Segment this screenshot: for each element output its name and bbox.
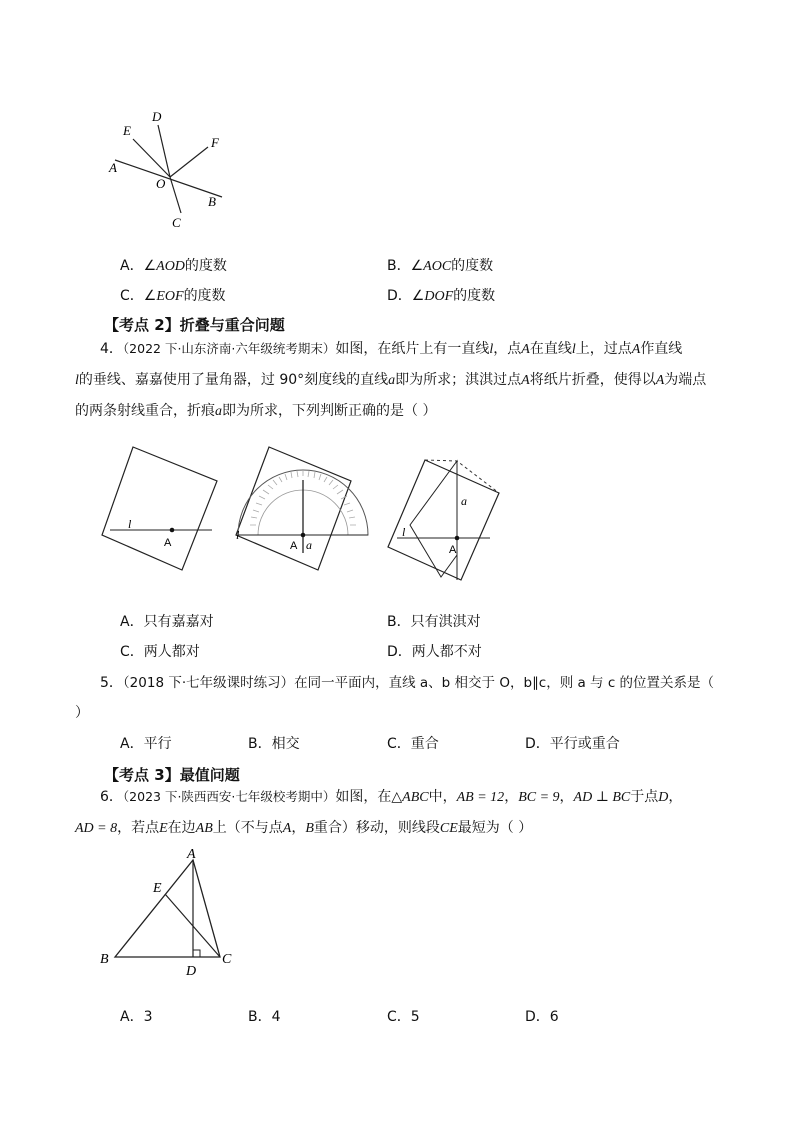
label-l: l (128, 517, 132, 531)
q5-option-c[interactable] (387, 734, 439, 754)
var-a-point: A (521, 342, 530, 357)
q3-option-c[interactable] (120, 286, 226, 307)
right-angle-mark (193, 950, 200, 957)
label-l: l (402, 525, 406, 539)
text: ， (668, 789, 683, 805)
angle-name: DOF (424, 289, 454, 304)
label-a: A (164, 537, 172, 549)
angle-symbol: ∠ (143, 288, 157, 304)
q4-option-b[interactable] (387, 612, 481, 632)
option-suffix: 的度数 (453, 288, 496, 304)
q5-option-b[interactable] (248, 734, 300, 754)
option-text: 4 (271, 1009, 281, 1025)
angle-symbol: ∠ (410, 258, 424, 274)
option-letter: B． (387, 614, 411, 630)
eq-ab: AB = 12 (456, 790, 505, 805)
option-letter: C． (120, 644, 144, 660)
paper-square (102, 447, 217, 570)
text: 于点 (630, 789, 659, 805)
section-title: 最值问题 (179, 766, 240, 784)
var-d: D (658, 790, 669, 805)
triangle-abc: △ABC (391, 790, 429, 805)
label-e: E (123, 123, 131, 138)
label-a: A (290, 540, 298, 552)
var-b: B (305, 821, 314, 836)
figure-folding (385, 455, 510, 585)
q5-option-d[interactable] (525, 734, 620, 754)
label-a: A (449, 544, 457, 556)
bracket-open: 【 (104, 766, 120, 784)
question-number: 4． (100, 341, 123, 357)
option-letter: A． (120, 736, 144, 752)
option-letter: C． (120, 288, 144, 304)
bracket-close: 】 (164, 766, 180, 784)
section-key: 考点 3 (119, 766, 165, 784)
text: 在边 (167, 820, 196, 836)
label-a: A (109, 160, 117, 175)
option-text: 两人都不对 (411, 644, 482, 660)
text: ， (291, 820, 306, 836)
eq-bc: BC = 9 (518, 790, 560, 805)
q6-option-a[interactable] (120, 1007, 153, 1027)
var-ab: AB (195, 821, 213, 836)
point-a (301, 533, 306, 538)
option-text: 只有嘉嘉对 (143, 614, 214, 630)
option-text: 相交 (271, 736, 300, 752)
question-source: （2022 下·山东济南·六年级统考期末） (122, 341, 336, 356)
text: 如图，在纸片上有一直线 (335, 341, 490, 357)
question-5 (75, 668, 755, 728)
var-a-line: a (215, 404, 222, 419)
option-suffix: 的度数 (184, 258, 227, 274)
option-letter: A． (120, 258, 144, 274)
text: ， (504, 789, 519, 805)
figure-paper-line (100, 445, 220, 575)
q6-option-d[interactable] (525, 1007, 559, 1027)
text: 上，过点 (575, 341, 632, 357)
text: 中， (428, 789, 457, 805)
label-d: D (152, 109, 162, 124)
question-4 (75, 334, 755, 427)
text: 重合）移动，则线段 (313, 820, 440, 836)
text: 将纸片折叠，使得以 (529, 372, 656, 388)
bracket-close: 】 (164, 316, 180, 334)
line-ab (115, 160, 222, 197)
q4-option-d[interactable] (387, 642, 482, 662)
option-text: 平行或重合 (549, 736, 620, 752)
text: 在直线 (529, 341, 572, 357)
section-title: 折叠与重合问题 (179, 316, 285, 334)
option-letter: A． (120, 1009, 144, 1025)
label-d: D (186, 964, 197, 979)
text: ， (559, 789, 574, 805)
section-key: 考点 2 (119, 316, 165, 334)
option-text: 6 (549, 1009, 559, 1025)
option-text: 只有淇淇对 (410, 614, 481, 630)
var-a-point: A (655, 373, 665, 388)
question-text: （2018 下·七年级课时练习）在同一平面内，直线 a、b 相交于 O，b∥c，则 a 与 c 的位置关系是（ (122, 675, 715, 691)
label-f: F (211, 135, 219, 150)
angle-symbol: ∠ (411, 288, 425, 304)
text: 即为所求，下列判断正确的是（ ） (222, 403, 437, 419)
label-a-line: a (306, 538, 312, 552)
ray-oe (133, 139, 170, 177)
question-number: 5． (100, 675, 123, 691)
text: 为端点 (664, 372, 707, 388)
text: 即为所求；淇淇过点 (395, 372, 522, 388)
q6-option-b[interactable] (248, 1007, 281, 1027)
q5-option-a[interactable] (120, 734, 172, 754)
question-6 (75, 782, 755, 844)
label-e: E (153, 881, 162, 896)
eq-ad-perp-bc: AD ⊥ BC (573, 790, 631, 805)
option-text: 5 (410, 1009, 420, 1025)
q3-option-d[interactable] (387, 286, 495, 307)
option-letter: B． (248, 1009, 272, 1025)
paper-square (388, 460, 499, 580)
text: 作直线 (640, 341, 683, 357)
var-ce: CE (439, 821, 458, 836)
var-a-line: a (388, 373, 396, 388)
option-text: 重合 (410, 736, 439, 752)
option-text: 两人都对 (143, 644, 200, 660)
question-source: （2023 下·陕西西安·七年级校考期中） (122, 789, 336, 804)
option-letter: B． (387, 258, 411, 274)
option-letter: D． (525, 1009, 550, 1025)
angle-name: EOF (156, 289, 184, 304)
triangle (115, 860, 220, 957)
option-suffix: 的度数 (451, 258, 494, 274)
var-l: l (571, 342, 576, 357)
q3-option-b[interactable] (387, 256, 493, 277)
angle-name: AOD (156, 259, 185, 274)
q4-option-c[interactable] (120, 642, 200, 662)
text: 上（不与点 (212, 820, 283, 836)
var-l: l (75, 373, 79, 388)
eq-ad: AD = 8 (75, 821, 118, 836)
q3-option-a[interactable] (120, 256, 227, 277)
text: 的垂线、嘉嘉使用了量角器，过 90°刻度线的直线 (78, 372, 389, 388)
text: ，点 (493, 341, 522, 357)
text: 最短为（ ） (457, 820, 533, 836)
text: 如图，在 (335, 789, 392, 805)
figure-protractor (232, 445, 382, 575)
figure-rays-from-o (100, 105, 240, 230)
var-a-point: A (521, 373, 530, 388)
q4-line-3 (75, 396, 755, 427)
option-letter: C． (387, 736, 411, 752)
q4-option-a[interactable] (120, 612, 214, 632)
option-letter: A． (120, 614, 144, 630)
label-c: C (172, 215, 181, 230)
option-suffix: 的度数 (183, 288, 226, 304)
bracket-open: 【 (104, 316, 120, 334)
ray-od (158, 125, 170, 177)
var-e: E (159, 821, 168, 836)
text: 的两条射线重合，折痕 (75, 403, 215, 419)
var-l: l (489, 342, 494, 357)
ray-of (170, 147, 208, 177)
option-text: 平行 (143, 736, 172, 752)
label-a: A (187, 847, 196, 862)
point-a (170, 528, 175, 533)
label-a-line: a (461, 494, 467, 508)
var-a: A (282, 821, 292, 836)
q6-option-c[interactable] (387, 1007, 420, 1027)
label-c: C (222, 952, 232, 967)
question-number: 6． (100, 789, 123, 805)
q4-line-2 (75, 365, 755, 396)
label-o: O (156, 176, 166, 191)
q6-line-1 (75, 782, 755, 813)
section-2-heading (104, 314, 285, 335)
option-letter: D． (387, 288, 412, 304)
q5-line-1 (75, 668, 755, 698)
q4-line-1 (75, 334, 755, 365)
angle-symbol: ∠ (143, 258, 157, 274)
text: ，若点 (117, 820, 160, 836)
figure-triangle-abc (95, 842, 245, 982)
q6-line-2 (75, 813, 755, 844)
point-a (455, 536, 460, 541)
label-l: l (236, 528, 240, 542)
q5-line-2 (75, 698, 755, 728)
question-text: ） (75, 705, 89, 721)
angle-name: AOC (423, 259, 452, 274)
option-text: 3 (143, 1009, 153, 1025)
option-letter: D． (387, 644, 412, 660)
option-letter: B． (248, 736, 272, 752)
label-b: B (100, 952, 109, 967)
var-a-point: A (631, 342, 641, 357)
label-b: B (208, 194, 216, 209)
option-letter: D． (525, 736, 550, 752)
option-letter: C． (387, 1009, 411, 1025)
